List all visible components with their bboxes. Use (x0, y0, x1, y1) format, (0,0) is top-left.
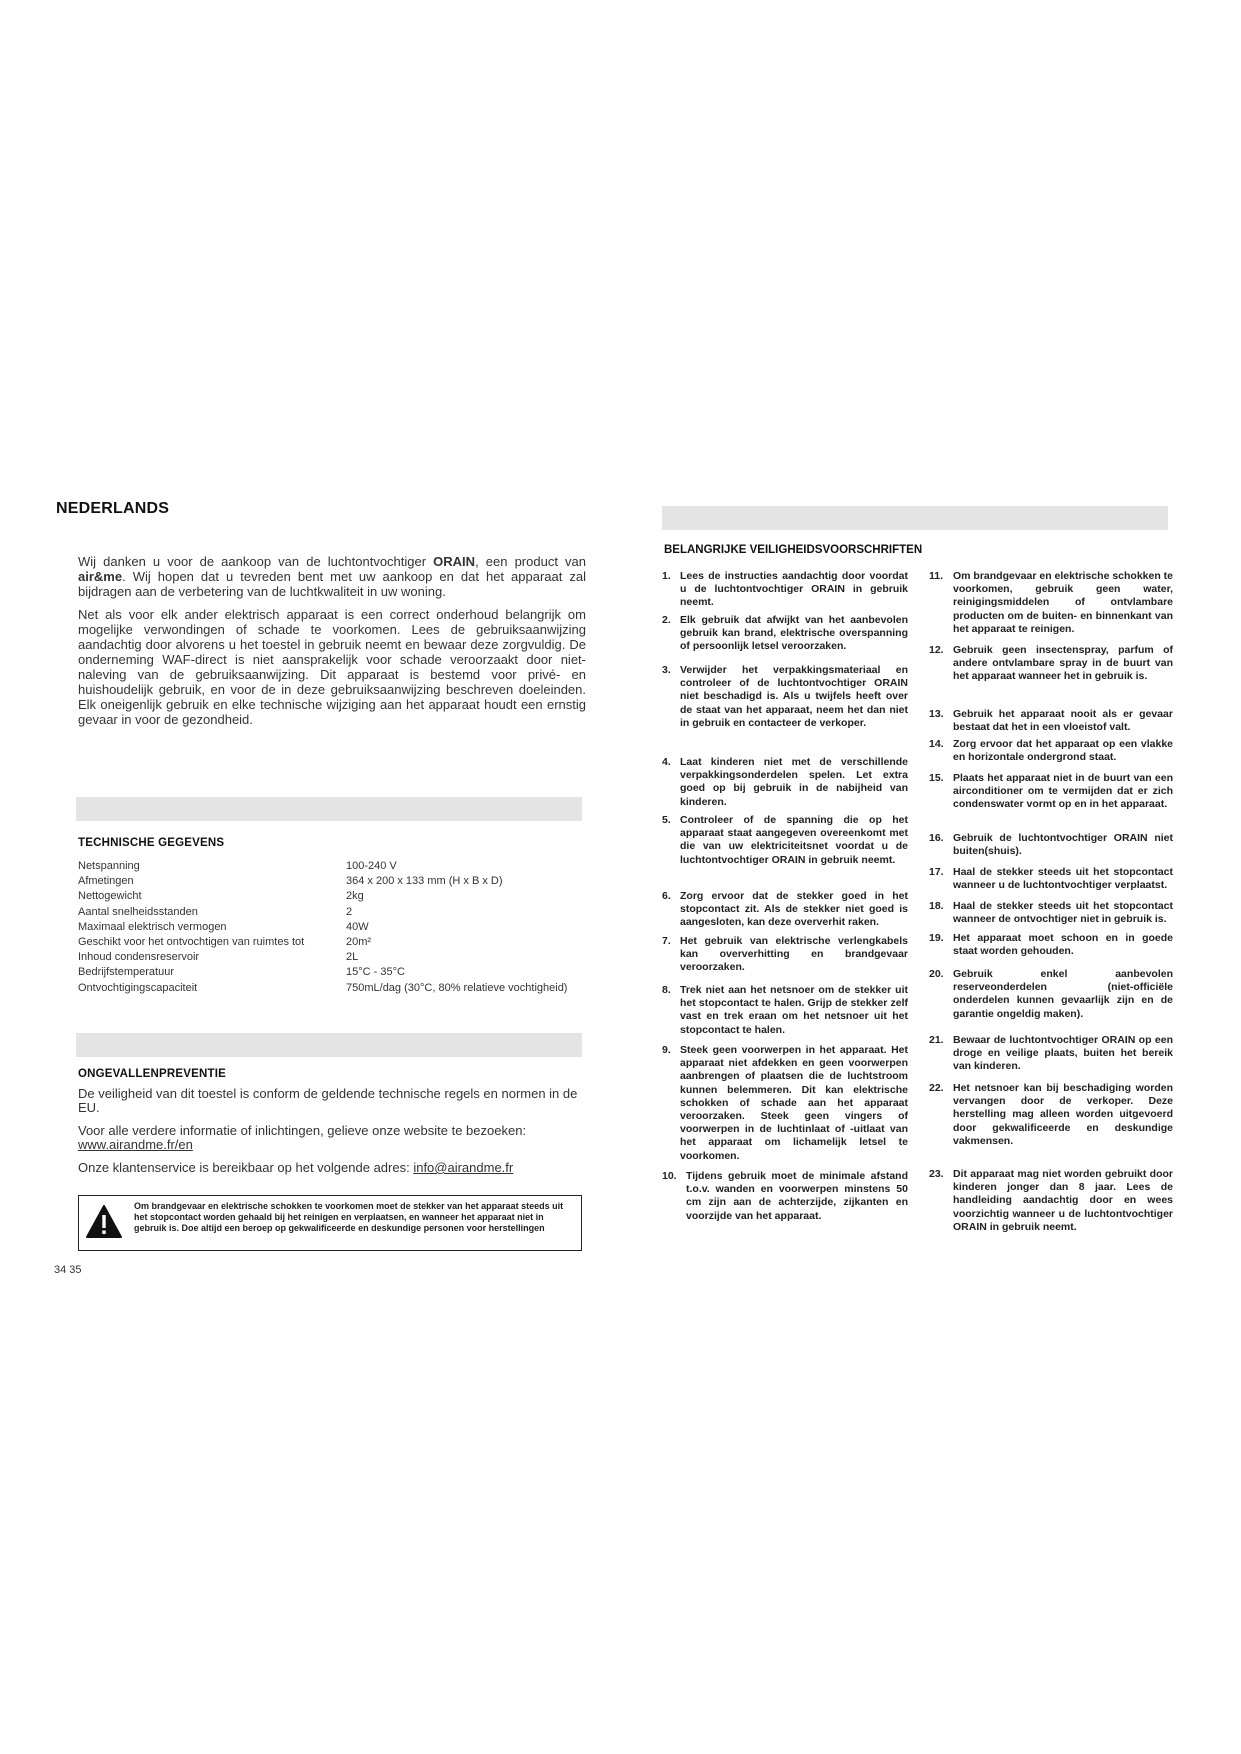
spec-value: 100-240 V (346, 860, 397, 872)
spec-label: Netspanning (78, 860, 140, 872)
page-numbers: 34 35 (54, 1264, 82, 1276)
spec-value: 2kg (346, 890, 364, 903)
safety-column-2 (929, 570, 1173, 1250)
safety-rule-item (662, 890, 908, 930)
spec-row (78, 921, 567, 936)
rule-text: Trek niet aan het netsnoer om de stekker uit het stopcontact te halen. Grijp de stekker zelf vast en trek eraan om het netsnoer uit het stopcontact te halen. (680, 984, 908, 1036)
section-bar-safety (662, 506, 1168, 530)
spec-label: Geschikt voor het ontvochtigen van ruimtes tot (78, 935, 305, 948)
technical-title: TECHNISCHE GEGEVENS (78, 837, 225, 849)
safety-rule-item (662, 570, 908, 610)
rule-number: 1. (662, 570, 671, 582)
warning-box (78, 1195, 582, 1251)
safety-rule-item (929, 1082, 1173, 1148)
rule-number: 11. (929, 570, 944, 582)
prevention-text (78, 1087, 586, 1184)
rule-text: Zorg ervoor dat de stekker goed in het stopcontact zit. Als de stekker niet goed is aangesloten, kan deze oververhit raken. (680, 890, 908, 929)
rule-number: 14. (929, 738, 944, 750)
rule-text: Gebruik het apparaat nooit als er gevaar bestaat dat het in een vloeistof valt. (953, 708, 1173, 734)
rule-text: Het netsnoer kan bij beschadiging worden vervangen door de verkoper. Deze herstelling mag alleen worden uitgevoerd door gekwalificeerde en deskundige vakmensen. (953, 1082, 1173, 1147)
spec-label: Nettogewicht (78, 890, 142, 903)
rule-number: 5. (662, 814, 671, 826)
rule-text: Het gebruik van elektrische verlengkabels kan oververhitting en brandgevaar veroorzaken. (680, 935, 908, 974)
safety-rule-item (929, 832, 1173, 858)
rule-number: 8. (662, 984, 671, 996)
rule-text: Dit apparaat mag niet worden gebruikt door kinderen jonger dan 8 jaar. Lees de handleiding aandachtig door en wees voorzichtig wanneer u de luchtontvochtiger ORAIN in gebruik neemt. (953, 1168, 1173, 1233)
rule-number: 17. (929, 866, 944, 878)
rule-number: 22. (929, 1082, 944, 1094)
spec-value: 364 x 200 x 133 mm (H x B x D) (346, 875, 503, 888)
spec-value: 40W (346, 920, 369, 933)
safety-rule-item (929, 570, 1173, 636)
website-link[interactable]: www.airandme.fr/en (78, 1137, 193, 1152)
rule-number: 15. (929, 772, 944, 784)
warning-text: Om brandgevaar en elektrische schokken te voorkomen moet de stekker van het apparaat steeds uit het stopcontact worden gehaald bij het reinigen en verplaatsen, en wanneer het apparaat niet in gebruik is. Doe altijd een beroep op gekwalificeerde en deskundige personen voor herstellingen (134, 1201, 564, 1233)
safety-rule-item (662, 756, 908, 809)
spec-row (78, 982, 567, 997)
rule-text: Controleer of de spanning die op het apparaat staat aangegeven overeenkomt met die van uw elektriciteitsnet voordat u de luchtontvochtiger ORAIN in gebruik neemt. (680, 814, 908, 866)
rule-text: Tijdens gebruik moet de minimale afstand t.o.v. wanden en voorwerpen minstens 50 cm zijn aan de achterzijde, zijkanten en voorzijde van het apparaat. (686, 1170, 908, 1222)
safety-rule-item (929, 738, 1173, 764)
rule-number: 10. (662, 1170, 677, 1182)
rule-text: Steek geen voorwerpen in het apparaat. Het apparaat niet afdekken en geen voorwerpen aanbrengen of plaatsen die de luchtstroom kunnen belemmeren. Dit kan elektrische schokken of schade aan het apparaat veroorzaken. Steek geen vingers of voorwerpen in de luchtinlaat of -uitlaat van het apparaat om lichamelijk letsel te voorkomen. (680, 1044, 908, 1162)
rule-text: Lees de instructies aandachtig door voordat u de luchtontvochtiger ORAIN in gebruik neemt. (680, 570, 908, 609)
intro-paragraph-1: Wij danken u voor de aankoop van de luchtontvochtiger ORAIN, een product van air&me. Wij hopen dat u tevreden bent met uw aankoop en dat het apparaat zal bijdragen aan de verbetering van de luchtkwaliteit in uw woning. (78, 554, 586, 599)
rule-number: 7. (662, 935, 671, 947)
rule-text: Elk gebruik dat afwijkt van het aanbevolen gebruik kan brand, elektrische overspanning of persoonlijk letsel veroorzaken. (680, 614, 908, 653)
safety-rule-item (929, 866, 1173, 892)
rule-number: 12. (929, 644, 944, 656)
prevention-paragraph-1: De veiligheid van dit toestel is conform de geldende technische regels en normen in de EU. (78, 1086, 578, 1115)
spec-label: Afmetingen (78, 875, 134, 888)
spec-row (78, 936, 567, 951)
safety-rule-item (929, 772, 1173, 812)
rule-number: 3. (662, 664, 671, 676)
spec-value: 20m² (346, 935, 372, 948)
spec-label: Ontvochtigingscapaciteit (78, 981, 198, 994)
rule-text: Gebruik de luchtontvochtiger ORAIN niet buiten(shuis). (953, 832, 1173, 858)
rule-number: 20. (929, 968, 944, 980)
rule-number: 2. (662, 614, 671, 626)
safety-rule-item (929, 708, 1173, 734)
section-bar-technical (76, 797, 582, 821)
safety-rule-item (929, 1168, 1173, 1234)
safety-rule-item (662, 984, 908, 1037)
spec-value: 2L (346, 951, 359, 964)
spec-label: Bedrijfstemperatuur (78, 966, 174, 979)
safety-column-1 (662, 570, 908, 1230)
rule-text: Bewaar de luchtontvochtiger ORAIN op een droge en veilige plaats, buiten het bereik van kinderen. (953, 1034, 1173, 1073)
section-bar-prevention (76, 1033, 582, 1057)
rule-number: 6. (662, 890, 671, 902)
page-heading: NEDERLANDS (56, 500, 170, 517)
rule-number: 9. (662, 1044, 671, 1056)
spec-row (78, 966, 567, 981)
safety-rule-item (662, 1170, 908, 1223)
spec-label: Inhoud condensreservoir (78, 951, 200, 964)
prevention-paragraph-3: Onze klantenservice is bereikbaar op het volgende adres: info@airandme.fr (78, 1160, 514, 1175)
rule-text: Plaats het apparaat niet in de buurt van een airconditioner om te vermijden dat er zich condenswater vormt op en in het apparaat. (953, 772, 1173, 811)
technical-specs-table (78, 860, 567, 997)
spec-value: 2 (346, 905, 353, 918)
rule-number: 23. (929, 1168, 944, 1180)
safety-rule-item (662, 664, 908, 730)
spec-value: 750mL/dag (30°C, 80% relatieve vochtigheid) (346, 981, 568, 994)
rule-text: Om brandgevaar en elektrische schokken te voorkomen, gebruik geen water, reinigingsmiddelen of ontvlambare producten om de buiten- en binnenkant van het apparaat te reinigen. (953, 570, 1174, 635)
rule-number: 16. (929, 832, 944, 844)
intro-text (78, 554, 586, 735)
intro-paragraph-2: Net als voor elk ander elektrisch apparaat is een correct onderhoud belangrijk om mogelijke verwondingen of schade te voorkomen. Lees de gebruiksaanwijzing aandachtig door alvorens u het toestel in gebruik neemt en bewaar deze zorgvuldig. De onderneming WAF-direct is niet aansprakelijk voor schade veroorzaakt door niet-naleving van de gebruiksaanwijzing. Dit apparaat is bestemd voor privé- en huishoudelijk gebruik, en voor de in deze gebruiksaanwijzing beschreven doeleinden. Elk oneigenlijk gebruik en elke technische wijziging aan het apparaat houdt een ernstig gevaar in voor de gezondheid. (78, 607, 586, 727)
rule-number: 21. (929, 1034, 944, 1046)
prevention-title: ONGEVALLENPREVENTIE (78, 1068, 226, 1080)
safety-rule-item (929, 644, 1173, 684)
rule-number: 18. (929, 900, 944, 912)
email-link[interactable]: info@airandme.fr (413, 1160, 514, 1175)
safety-rule-item (662, 1044, 908, 1163)
spec-row (78, 890, 567, 905)
spec-label: Aantal snelheidsstanden (78, 905, 198, 918)
spec-row (78, 951, 567, 966)
safety-rule-item (929, 932, 1173, 958)
safety-rule-item (662, 814, 908, 867)
rule-text: Laat kinderen niet met de verschillende verpakkingsonderdelen spelen. Let extra goed op bij gebruik in de nabijheid van kinderen. (680, 756, 908, 808)
rule-number: 13. (929, 708, 944, 720)
rule-text: Verwijder het verpakkingsmateriaal en controleer of de luchtontvochtiger ORAIN niet beschadigd is. Als u twijfels heeft over de staat van het apparaat, neem het dan niet in gebruik en contacteer de verkoper. (680, 664, 908, 729)
safety-rule-item (929, 968, 1173, 1021)
spec-row (78, 906, 567, 921)
rule-text: Haal de stekker steeds uit het stopcontact wanneer u de luchtontvochtiger verplaatst. (953, 866, 1173, 892)
spec-row (78, 860, 567, 875)
rule-number: 4. (662, 756, 671, 768)
prevention-paragraph-2: Voor alle verdere informatie of inlichtingen, gelieve onze website te bezoeken: www.airandme.fr/en (78, 1123, 527, 1152)
warning-icon (85, 1204, 123, 1240)
safety-title: BELANGRIJKE VEILIGHEIDSVOORSCHRIFTEN (664, 544, 923, 556)
safety-rule-item (662, 935, 908, 975)
spec-row (78, 875, 567, 890)
safety-rule-item (929, 1034, 1173, 1074)
rule-text: Gebruik geen insectenspray, parfum of andere ontvlambare spray in de buurt van het apparaat wanneer het in gebruik is. (953, 644, 1173, 683)
rule-text: Haal de stekker steeds uit het stopcontact wanneer de ontvochtiger niet in gebruik is. (953, 900, 1173, 926)
spec-label: Maximaal elektrisch vermogen (78, 920, 227, 933)
rule-text: Het apparaat moet schoon en in goede staat worden gehouden. (953, 932, 1173, 958)
safety-rule-item (929, 900, 1173, 926)
rule-number: 19. (929, 932, 944, 944)
rule-text: Zorg ervoor dat het apparaat op een vlakke en horizontale ondergrond staat. (953, 738, 1173, 764)
safety-rule-item (662, 614, 908, 654)
spec-value: 15°C - 35°C (346, 966, 405, 979)
rule-text: Gebruik enkel aanbevolen reserveonderdelen (niet-officiële onderdelen kunnen gevaarlijk zijn en de garantie ongeldig maken). (953, 968, 1173, 1020)
